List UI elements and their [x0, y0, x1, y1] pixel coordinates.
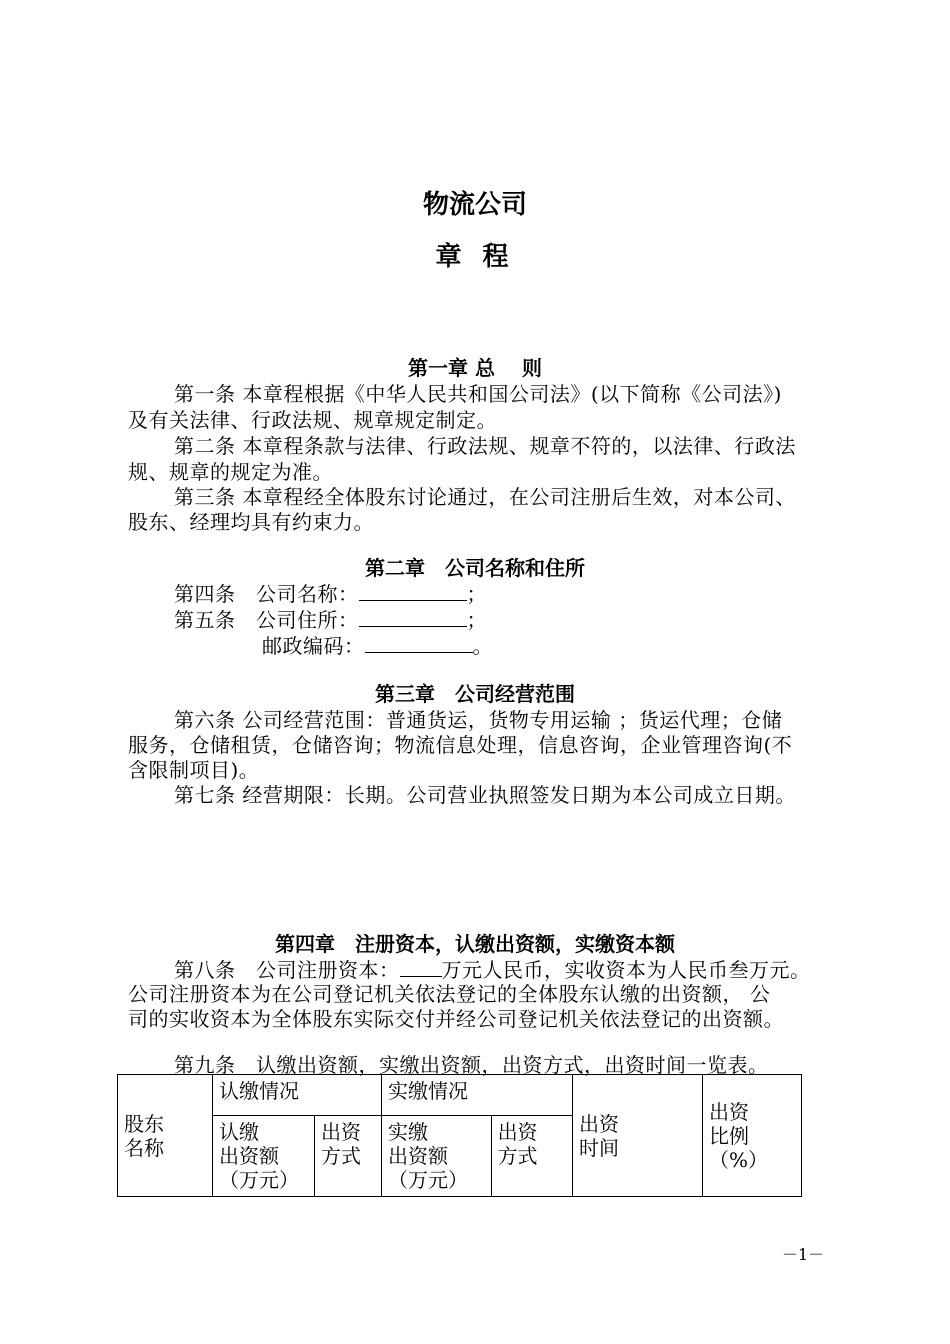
article-9: 第九条 认缴出资额，实缴出资额，出资方式，出资时间一览表。 [174, 1053, 769, 1077]
header-paid-group: 实缴情况 [382, 1075, 573, 1116]
company-name-blank [359, 582, 467, 601]
article-6-line-3: 含限制项目)。 [128, 758, 260, 782]
postcode-label: 邮政编码： [262, 634, 365, 658]
company-address-blank [359, 608, 467, 627]
chapter-1-heading: 第一章 总 则 [408, 356, 542, 380]
postcode-line [262, 630, 493, 659]
article-7: 第七条 经营期限：长期。公司营业执照签发日期为本公司成立日期。 [174, 783, 796, 807]
article-2-line-1: 第二条 本章程条款与法律、行政法规、规章不符的，以法律、行政法 [174, 434, 796, 458]
article-3-line-2: 股东、经理均具有约束力。 [128, 510, 374, 534]
article-4 [174, 578, 487, 607]
table-header-row-1 [118, 1075, 802, 1116]
article-1-line-2: 及有关法律、行政法规、规章规定制定。 [128, 408, 497, 432]
header-subscribed-method: 出资 方式 [315, 1116, 382, 1197]
postcode-end: 。 [472, 634, 493, 658]
article-6-line-2: 服务，仓储租赁，仓储咨询；物流信息处理，信息咨询，企业管理咨询(不 [128, 733, 793, 757]
header-subscribed-group: 认缴情况 [213, 1075, 382, 1116]
article-8-label: 第八条 公司注册资本： [174, 958, 400, 982]
document-subtitle: 章 程 [435, 242, 515, 272]
header-contribution-time: 出资 时间 [573, 1075, 703, 1197]
header-subscribed-amount: 认缴 出资额 （万元） [213, 1116, 315, 1197]
article-6-line-1: 第六条 公司经营范围：普通货运，货物专用运输 ；货运代理；仓储 [174, 708, 783, 732]
article-4-end: ； [466, 582, 487, 606]
contribution-table [117, 1074, 802, 1197]
article-5-end: ； [466, 608, 487, 632]
article-4-label: 第四条 公司名称： [174, 582, 359, 606]
page-number: －1－ [782, 1245, 825, 1264]
document-title: 物流公司 [422, 190, 527, 220]
registered-capital-blank [400, 958, 442, 977]
article-5 [174, 604, 487, 633]
header-shareholder-name: 股东 名称 [118, 1075, 213, 1197]
article-3-line-1: 第三条 本章程经全体股东讨论通过，在公司注册后生效，对本公司、 [174, 485, 796, 509]
chapter-3-heading: 第三章 公司经营范围 [375, 682, 575, 706]
chapter-2-heading: 第二章 公司名称和住所 [365, 556, 585, 580]
article-8-line-2: 公司注册资本为在公司登记机关依法登记的全体股东认缴的出资额， 公 [128, 982, 771, 1006]
article-2-line-2: 规、规章的规定为准。 [128, 460, 333, 484]
header-paid-amount: 实缴 出资额 （万元） [382, 1116, 492, 1197]
header-paid-method: 出资 方式 [491, 1116, 572, 1197]
article-8-rest: 万元人民币，实收资本为人民币叁万元。 [441, 958, 811, 982]
article-5-label: 第五条 公司住所： [174, 608, 359, 632]
article-1-line-1: 第一条 本章程根据《中华人民共和国公司法》(以下简称《公司法》) [174, 382, 782, 406]
postcode-blank [365, 634, 473, 653]
article-8-line-3: 司的实收资本为全体股东实际交付并经公司登记机关依法登记的出资额。 [128, 1007, 784, 1031]
header-contribution-ratio: 出资 比例 （%） [703, 1075, 802, 1197]
chapter-4-heading: 第四章 注册资本，认缴出资额，实缴资本额 [275, 932, 675, 956]
